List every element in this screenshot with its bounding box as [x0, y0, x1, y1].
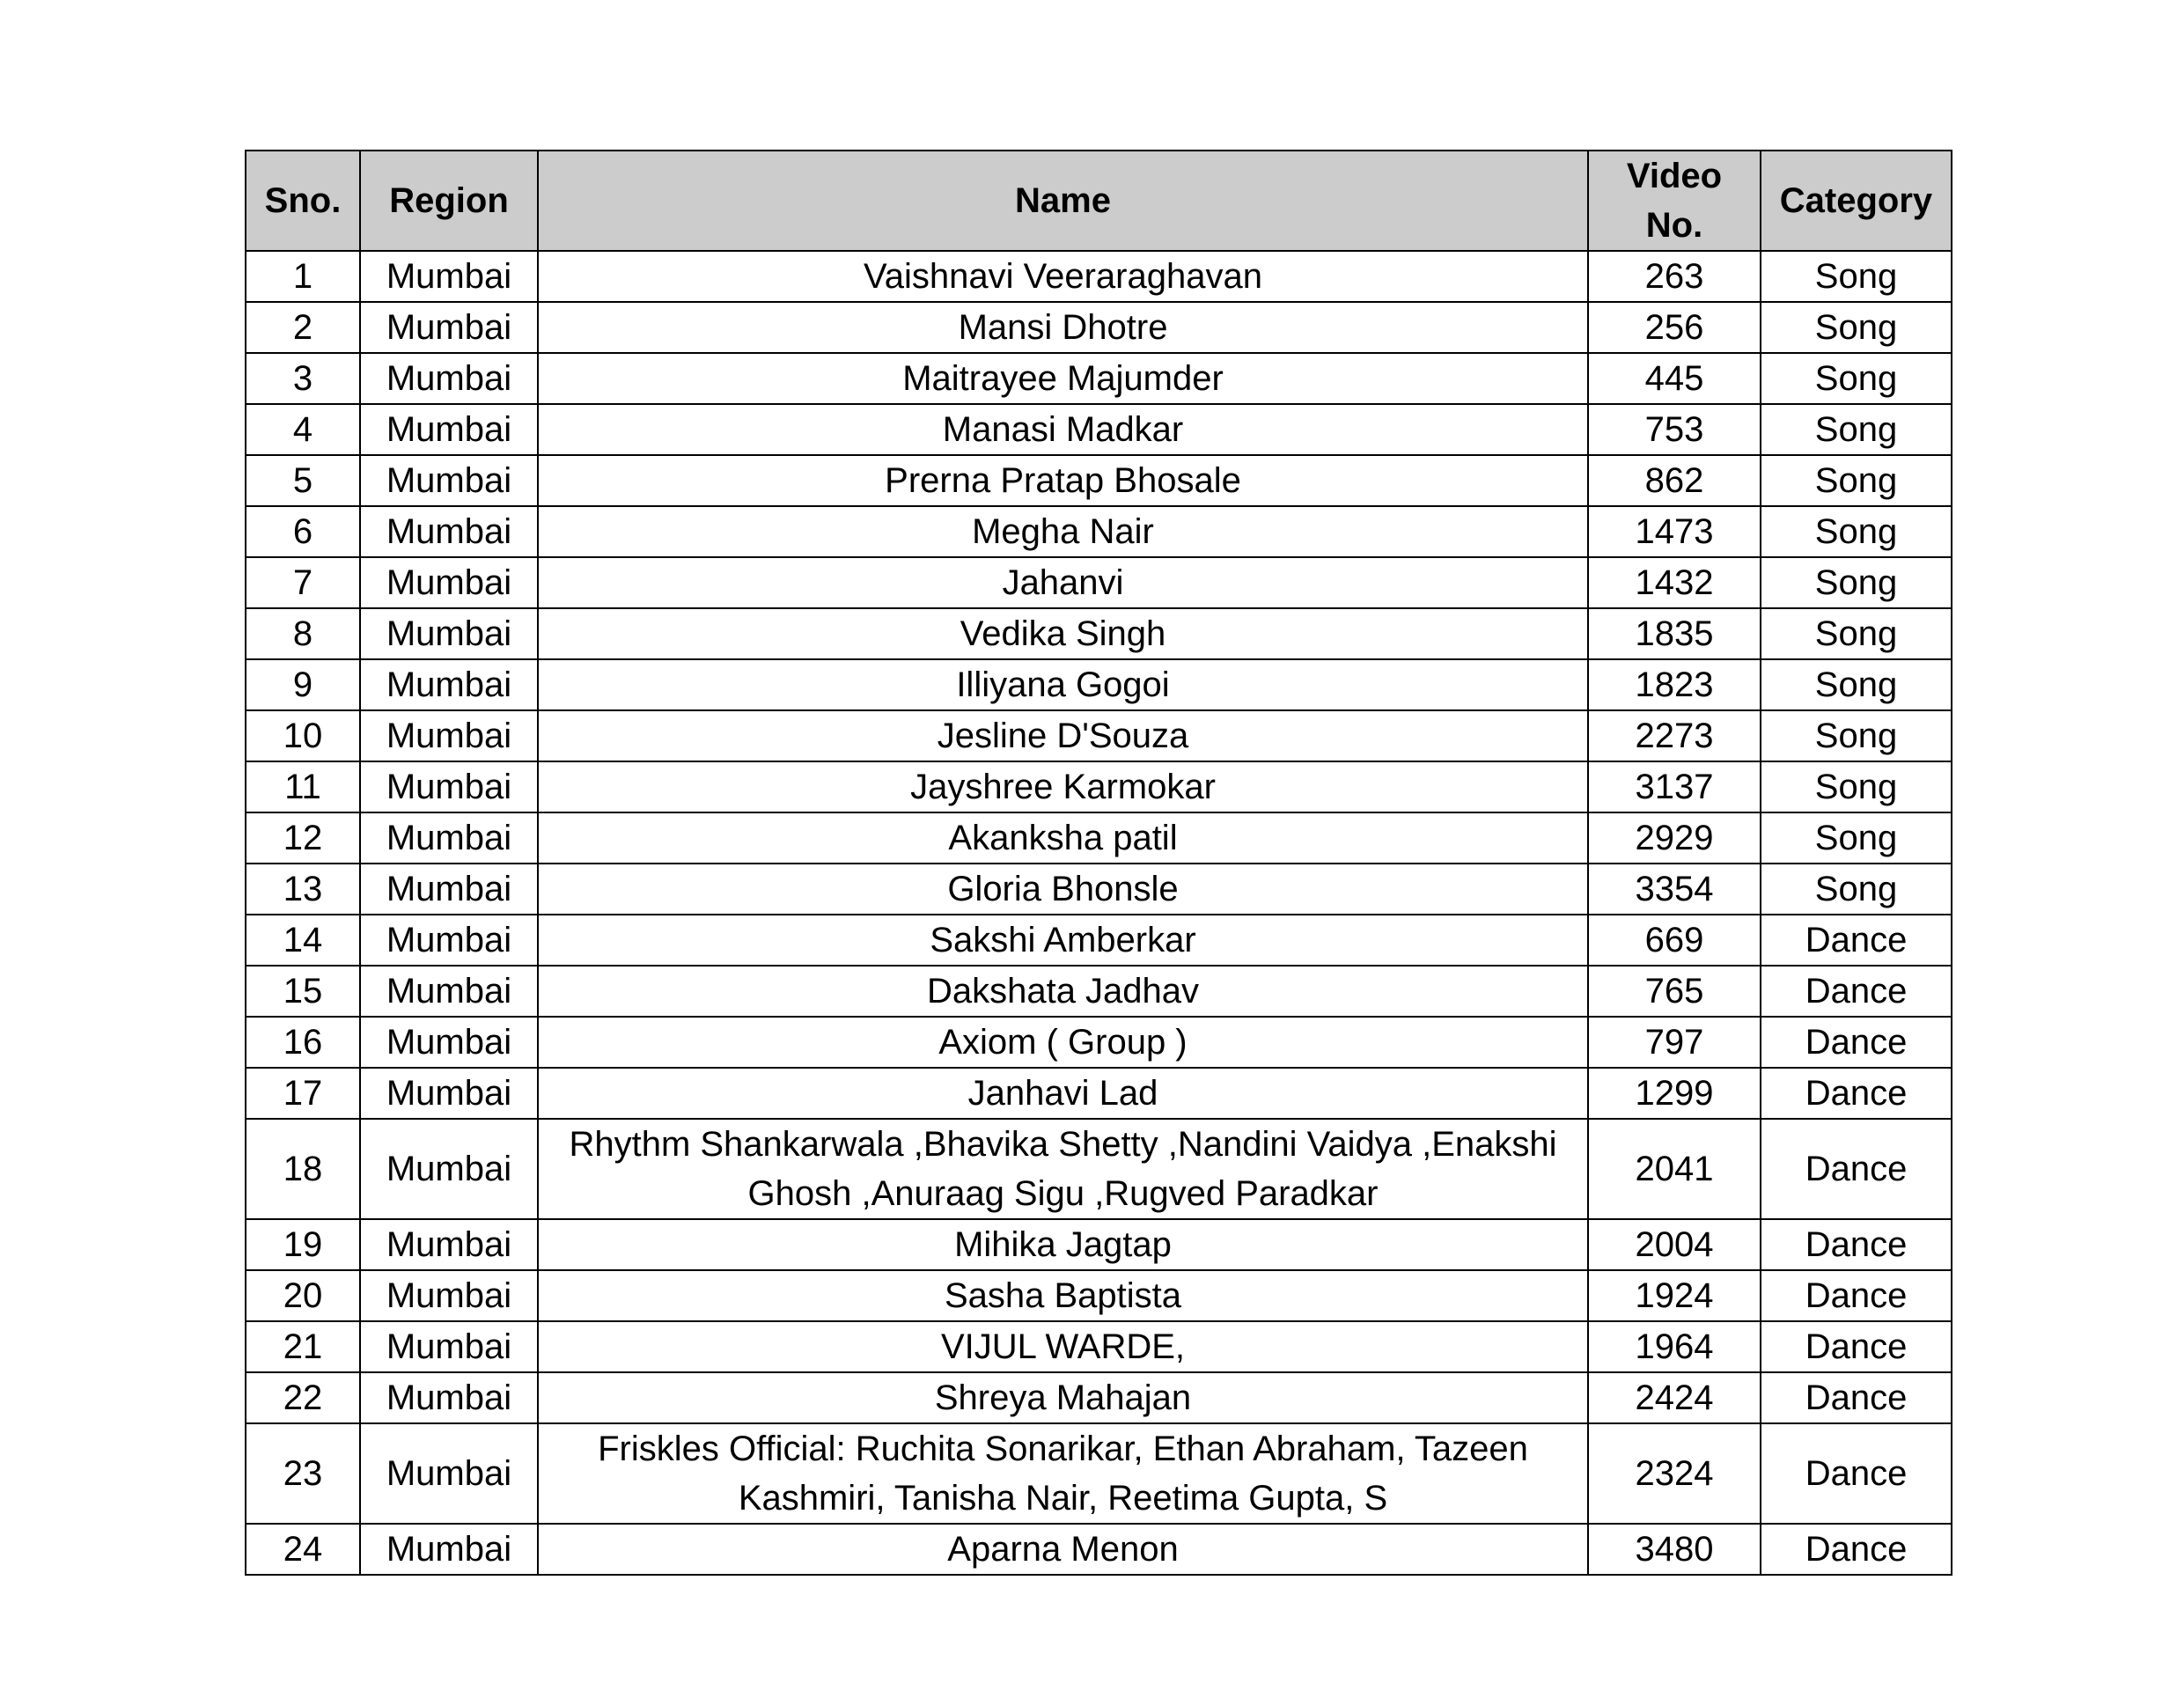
cell-name: Illiyana Gogoi: [538, 659, 1588, 710]
cell-sno: 14: [246, 915, 360, 966]
participants-table: [245, 150, 1952, 1576]
cell-category: Song: [1761, 251, 1952, 302]
cell-region: Mumbai: [360, 557, 538, 608]
table-row: [246, 1119, 1952, 1219]
table-row: [246, 353, 1952, 404]
cell-name: Vedika Singh: [538, 608, 1588, 659]
table-row: [246, 864, 1952, 915]
table-row: [246, 1321, 1952, 1372]
cell-name: Jayshree Karmokar: [538, 761, 1588, 812]
cell-category: Dance: [1761, 1321, 1952, 1372]
cell-sno: 13: [246, 864, 360, 915]
cell-video-no: 765: [1588, 966, 1761, 1017]
cell-category: Dance: [1761, 915, 1952, 966]
cell-category: Song: [1761, 812, 1952, 864]
cell-region: Mumbai: [360, 710, 538, 761]
table-row: [246, 1423, 1952, 1524]
cell-sno: 22: [246, 1372, 360, 1423]
table-row: [246, 812, 1952, 864]
cell-region: Mumbai: [360, 1119, 538, 1219]
table-row: [246, 608, 1952, 659]
table-row: [246, 761, 1952, 812]
cell-region: Mumbai: [360, 251, 538, 302]
cell-region: Mumbai: [360, 1372, 538, 1423]
cell-sno: 6: [246, 506, 360, 557]
cell-video-no: 2929: [1588, 812, 1761, 864]
cell-video-no: 1299: [1588, 1068, 1761, 1119]
cell-name: Vaishnavi Veeraraghavan: [538, 251, 1588, 302]
cell-category: Dance: [1761, 1219, 1952, 1270]
table-row: [246, 455, 1952, 506]
table-row: [246, 1524, 1952, 1575]
cell-region: Mumbai: [360, 1524, 538, 1575]
cell-name: Manasi Madkar: [538, 404, 1588, 455]
cell-video-no: 2324: [1588, 1423, 1761, 1524]
cell-region: Mumbai: [360, 1017, 538, 1068]
cell-video-no: 1835: [1588, 608, 1761, 659]
table-row: [246, 1372, 1952, 1423]
cell-category: Song: [1761, 659, 1952, 710]
cell-sno: 19: [246, 1219, 360, 1270]
cell-sno: 21: [246, 1321, 360, 1372]
cell-region: Mumbai: [360, 1270, 538, 1321]
cell-category: Dance: [1761, 1372, 1952, 1423]
cell-sno: 7: [246, 557, 360, 608]
cell-region: Mumbai: [360, 353, 538, 404]
cell-video-no: 669: [1588, 915, 1761, 966]
header-sno: Sno.: [246, 151, 360, 251]
cell-category: Song: [1761, 455, 1952, 506]
cell-category: Song: [1761, 761, 1952, 812]
cell-name: Maitrayee Majumder: [538, 353, 1588, 404]
cell-sno: 2: [246, 302, 360, 353]
header-video-no: Video No.: [1588, 151, 1761, 251]
cell-video-no: 797: [1588, 1017, 1761, 1068]
table-row: [246, 1017, 1952, 1068]
cell-name: Janhavi Lad: [538, 1068, 1588, 1119]
cell-category: Dance: [1761, 1524, 1952, 1575]
cell-region: Mumbai: [360, 1321, 538, 1372]
cell-category: Song: [1761, 608, 1952, 659]
cell-sno: 9: [246, 659, 360, 710]
cell-sno: 24: [246, 1524, 360, 1575]
cell-name: Dakshata Jadhav: [538, 966, 1588, 1017]
cell-category: Song: [1761, 353, 1952, 404]
cell-sno: 5: [246, 455, 360, 506]
cell-name: Friskles Official: Ruchita Sonarikar, Ethan Abraham, Tazeen Kashmiri, Tanisha Nair, Reetima Gupta, S: [538, 1423, 1588, 1524]
table-row: [246, 710, 1952, 761]
cell-name: Mansi Dhotre: [538, 302, 1588, 353]
cell-video-no: 1473: [1588, 506, 1761, 557]
cell-name: VIJUL WARDE,: [538, 1321, 1588, 1372]
cell-name: Gloria Bhonsle: [538, 864, 1588, 915]
cell-region: Mumbai: [360, 812, 538, 864]
table-row: [246, 506, 1952, 557]
cell-name: Axiom ( Group ): [538, 1017, 1588, 1068]
cell-category: Song: [1761, 302, 1952, 353]
table-row: [246, 1270, 1952, 1321]
cell-video-no: 2041: [1588, 1119, 1761, 1219]
cell-category: Dance: [1761, 1423, 1952, 1524]
cell-video-no: 2424: [1588, 1372, 1761, 1423]
cell-region: Mumbai: [360, 1219, 538, 1270]
cell-video-no: 2273: [1588, 710, 1761, 761]
cell-name: Mihika Jagtap: [538, 1219, 1588, 1270]
cell-video-no: 256: [1588, 302, 1761, 353]
cell-name: Aparna Menon: [538, 1524, 1588, 1575]
cell-region: Mumbai: [360, 1423, 538, 1524]
cell-name: Akanksha patil: [538, 812, 1588, 864]
cell-name: Shreya Mahajan: [538, 1372, 1588, 1423]
cell-region: Mumbai: [360, 966, 538, 1017]
cell-sno: 18: [246, 1119, 360, 1219]
table-row: [246, 302, 1952, 353]
cell-video-no: 3137: [1588, 761, 1761, 812]
cell-video-no: 3480: [1588, 1524, 1761, 1575]
cell-video-no: 1924: [1588, 1270, 1761, 1321]
cell-video-no: 3354: [1588, 864, 1761, 915]
header-row: [246, 151, 1952, 251]
header-region: Region: [360, 151, 538, 251]
cell-category: Song: [1761, 864, 1952, 915]
cell-category: Dance: [1761, 1270, 1952, 1321]
table-row: [246, 404, 1952, 455]
cell-region: Mumbai: [360, 915, 538, 966]
table-row: [246, 966, 1952, 1017]
cell-sno: 15: [246, 966, 360, 1017]
cell-video-no: 1964: [1588, 1321, 1761, 1372]
cell-sno: 12: [246, 812, 360, 864]
cell-region: Mumbai: [360, 659, 538, 710]
cell-region: Mumbai: [360, 302, 538, 353]
cell-video-no: 263: [1588, 251, 1761, 302]
cell-category: Song: [1761, 710, 1952, 761]
table-row: [246, 915, 1952, 966]
table-row: [246, 557, 1952, 608]
cell-sno: 17: [246, 1068, 360, 1119]
cell-sno: 1: [246, 251, 360, 302]
cell-name: Jahanvi: [538, 557, 1588, 608]
cell-category: Dance: [1761, 966, 1952, 1017]
cell-video-no: 2004: [1588, 1219, 1761, 1270]
cell-sno: 4: [246, 404, 360, 455]
cell-video-no: 753: [1588, 404, 1761, 455]
cell-name: Prerna Pratap Bhosale: [538, 455, 1588, 506]
cell-category: Dance: [1761, 1068, 1952, 1119]
cell-video-no: 445: [1588, 353, 1761, 404]
cell-name: Megha Nair: [538, 506, 1588, 557]
table-row: [246, 659, 1952, 710]
cell-region: Mumbai: [360, 761, 538, 812]
cell-category: Song: [1761, 404, 1952, 455]
cell-sno: 3: [246, 353, 360, 404]
table-row: [246, 251, 1952, 302]
cell-sno: 11: [246, 761, 360, 812]
cell-video-no: 1823: [1588, 659, 1761, 710]
cell-category: Dance: [1761, 1017, 1952, 1068]
cell-category: Song: [1761, 506, 1952, 557]
cell-name: Sakshi Amberkar: [538, 915, 1588, 966]
cell-sno: 20: [246, 1270, 360, 1321]
cell-name: Rhythm Shankarwala ,Bhavika Shetty ,Nandini Vaidya ,Enakshi Ghosh ,Anuraag Sigu ,Rugved Paradkar: [538, 1119, 1588, 1219]
cell-category: Dance: [1761, 1119, 1952, 1219]
cell-sno: 10: [246, 710, 360, 761]
cell-sno: 23: [246, 1423, 360, 1524]
cell-region: Mumbai: [360, 404, 538, 455]
cell-region: Mumbai: [360, 506, 538, 557]
cell-sno: 16: [246, 1017, 360, 1068]
header-category: Category: [1761, 151, 1952, 251]
cell-name: Sasha Baptista: [538, 1270, 1588, 1321]
cell-region: Mumbai: [360, 608, 538, 659]
cell-region: Mumbai: [360, 1068, 538, 1119]
cell-sno: 8: [246, 608, 360, 659]
cell-video-no: 1432: [1588, 557, 1761, 608]
table-row: [246, 1068, 1952, 1119]
table-row: [246, 1219, 1952, 1270]
header-name: Name: [538, 151, 1588, 251]
cell-region: Mumbai: [360, 455, 538, 506]
cell-name: Jesline D'Souza: [538, 710, 1588, 761]
cell-region: Mumbai: [360, 864, 538, 915]
cell-video-no: 862: [1588, 455, 1761, 506]
cell-category: Song: [1761, 557, 1952, 608]
